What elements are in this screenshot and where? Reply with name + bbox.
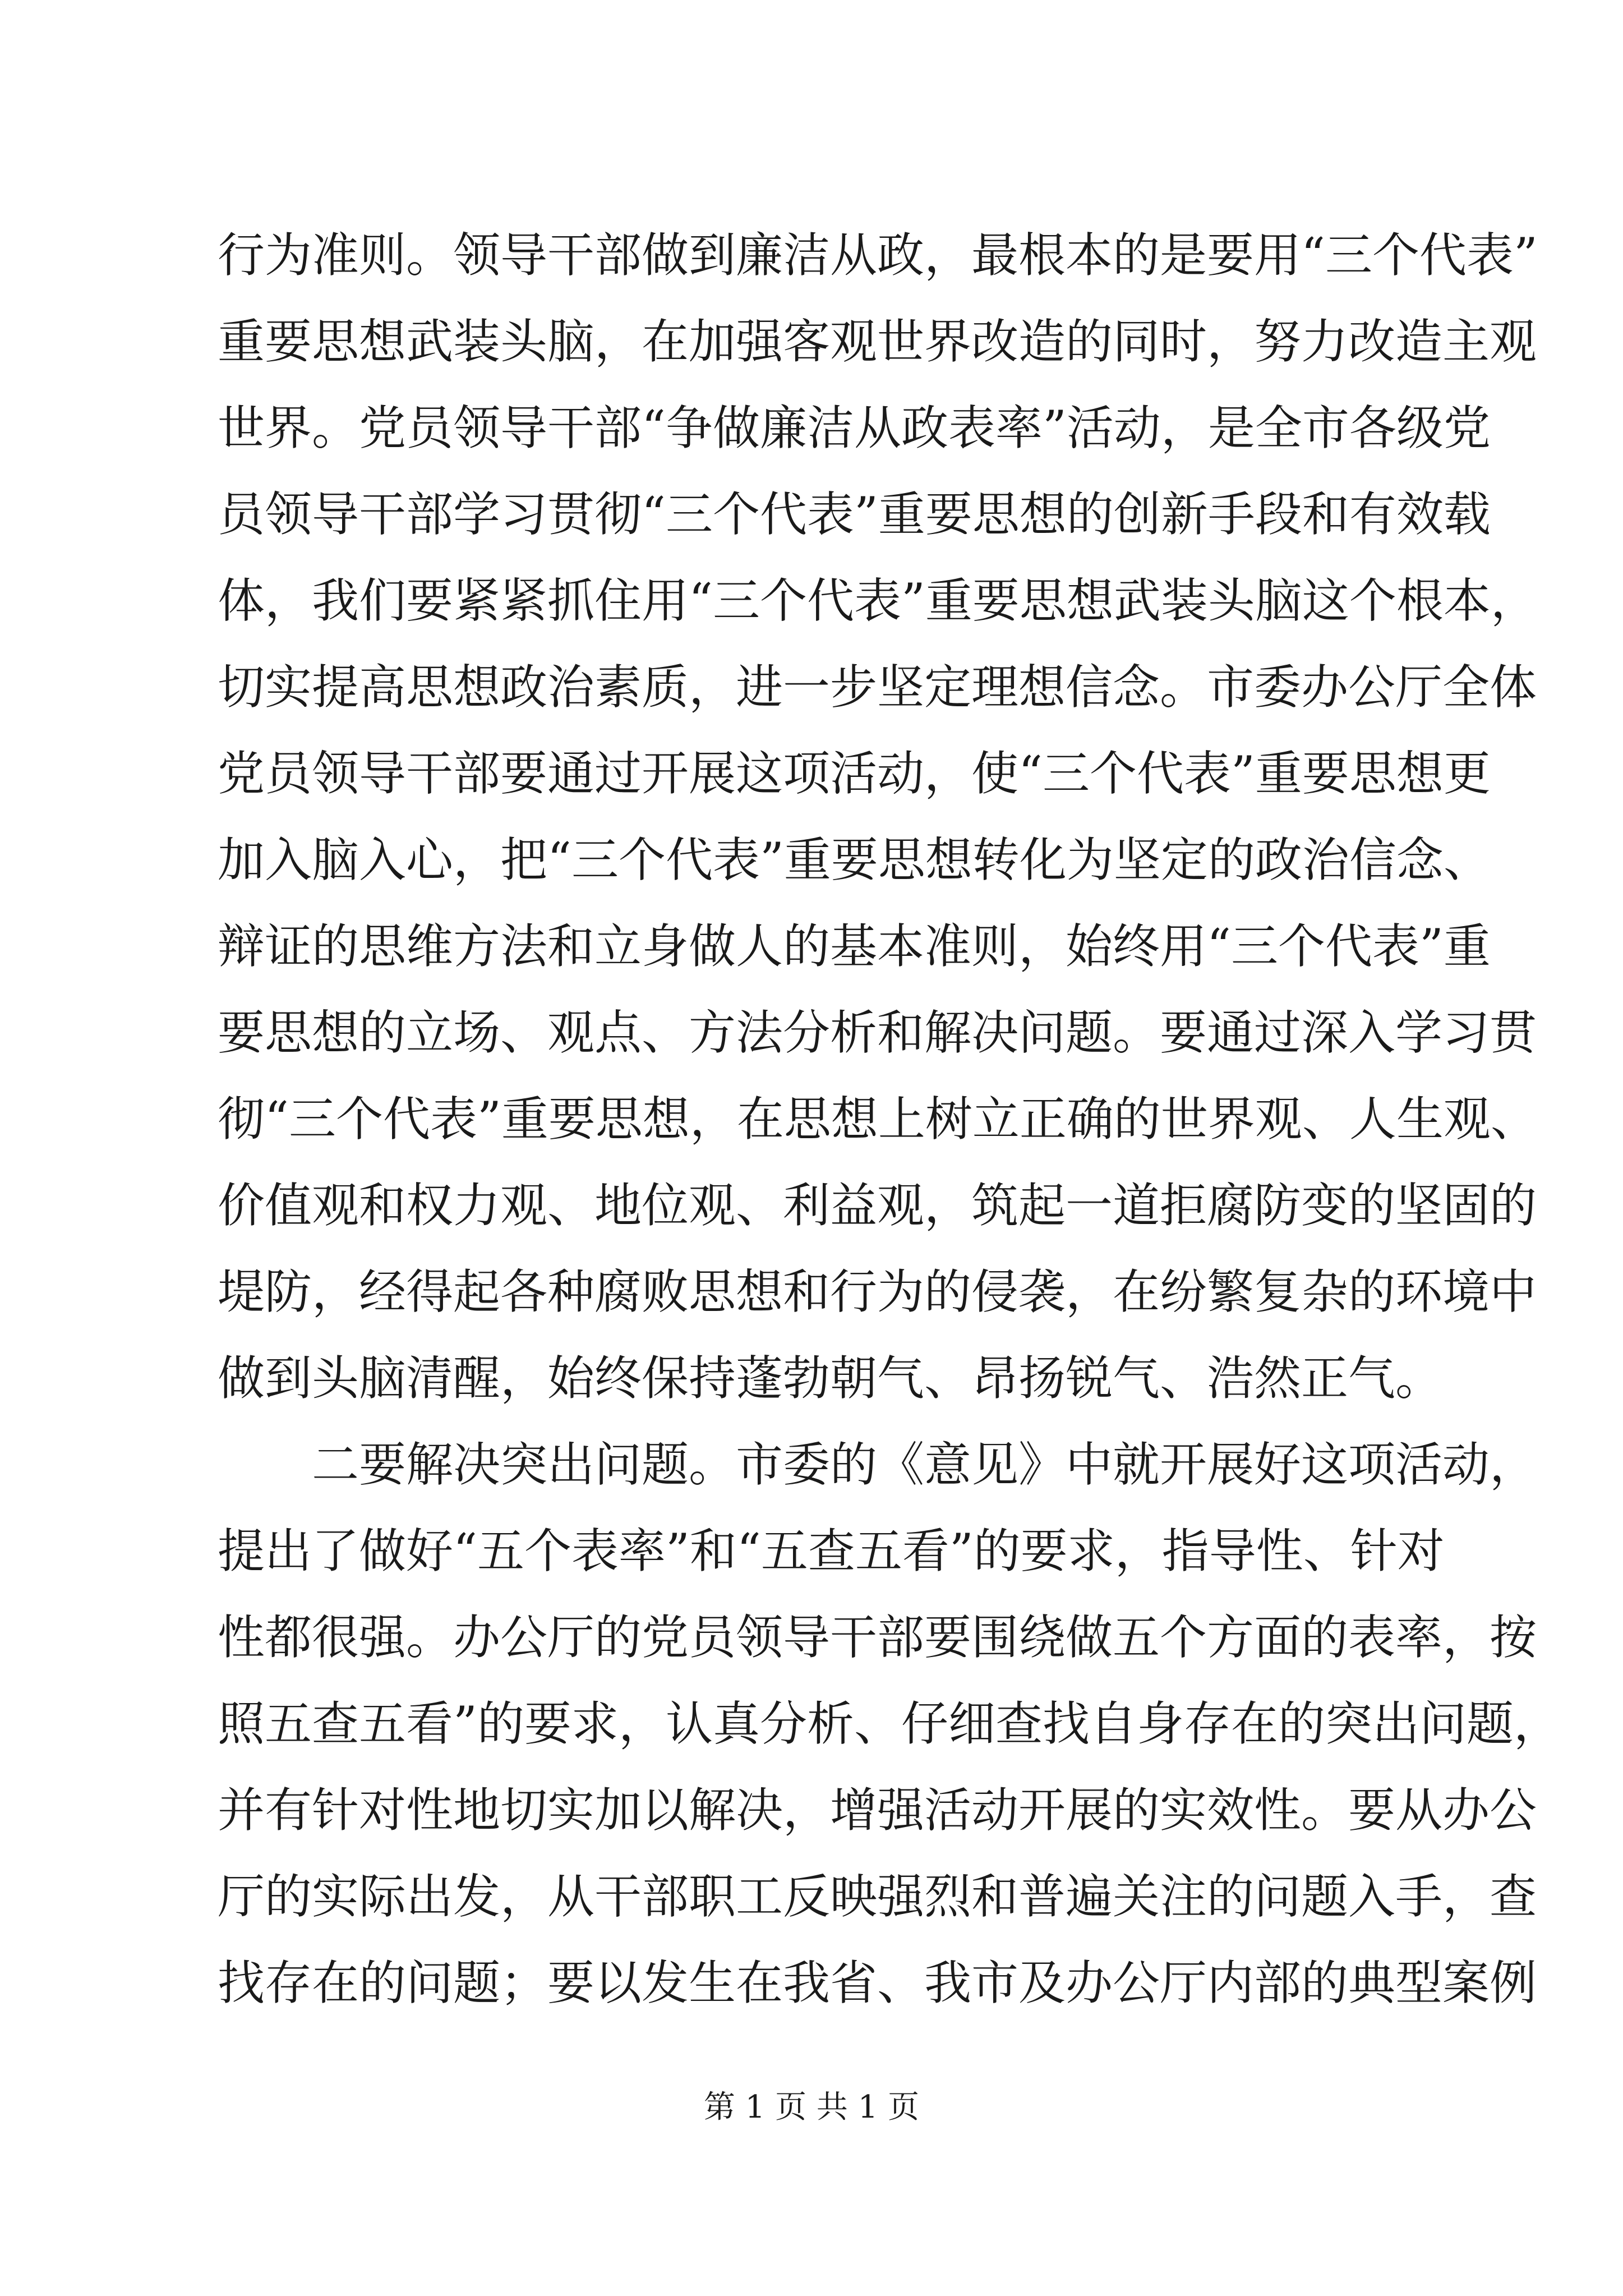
text-line: 员领导干部学习贯彻“三个代表”重要思想的创新手段和有效载 (218, 487, 1491, 542)
text-line: 提出了做好“五个表率”和“五查五看”的要求，指导性、针对 (218, 1524, 1445, 1579)
text-line: 性都很强。办公厅的党员领导干部要围绕做五个方面的表率，按 (218, 1610, 1537, 1665)
text-line: 做到头脑清醒，始终保持蓬勃朝气、昂扬锐气、浩然正气。 (218, 1351, 1443, 1406)
body-text (218, 212, 1561, 2026)
text-line: 并有针对性地切实加以解决，增强活动开展的实效性。要从办公 (218, 1783, 1537, 1838)
text-line: 体，我们要紧紧抓住用“三个代表”重要思想武装头脑这个根本， (218, 573, 1538, 628)
text-line: 党员领导干部要通过开展这项活动，使“三个代表”重要思想更 (218, 746, 1491, 801)
text-line: 找存在的问题；要以发生在我省、我市及办公厅内部的典型案例 (218, 1955, 1537, 2010)
text-line: 加入脑入心，把“三个代表”重要思想转化为坚定的政治信念、 (218, 832, 1491, 887)
text-line: 要思想的立场、观点、方法分析和解决问题。要通过深入学习贯 (218, 1005, 1537, 1060)
text-line: 厅的实际出发，从干部职工反映强烈和普遍关注的问题入手，查 (218, 1869, 1537, 1924)
paragraph-start-line: 二要解决突出问题。市委的《意见》中就开展好这项活动， (312, 1437, 1537, 1492)
text-line: 堤防，经得起各种腐败思想和行为的侵袭，在纷繁复杂的环境中 (218, 1264, 1537, 1319)
text-line: 照五查五看”的要求，认真分析、仔细查找自身存在的突出问题， (218, 1696, 1561, 1751)
text-line: 价值观和权力观、地位观、利益观，筑起一道拒腐防变的坚固的 (218, 1178, 1537, 1233)
text-line: 彻“三个代表”重要思想，在思想上树立正确的世界观、人生观、 (218, 1092, 1538, 1147)
text-line: 行为准则。领导干部做到廉洁从政，最根本的是要用“三个代表” (218, 228, 1538, 283)
page-footer: 第 1 页 共 1 页 (703, 2089, 920, 2125)
text-line: 世界。党员领导干部“争做廉洁从政表率”活动，是全市各级党 (218, 401, 1491, 455)
text-line: 重要思想武装头脑，在加强客观世界改造的同时，努力改造主观 (218, 314, 1537, 369)
text-line: 辩证的思维方法和立身做人的基本准则，始终用“三个代表”重 (218, 919, 1491, 974)
text-line: 切实提高思想政治素质，进一步坚定理想信念。市委办公厅全体 (218, 660, 1537, 715)
